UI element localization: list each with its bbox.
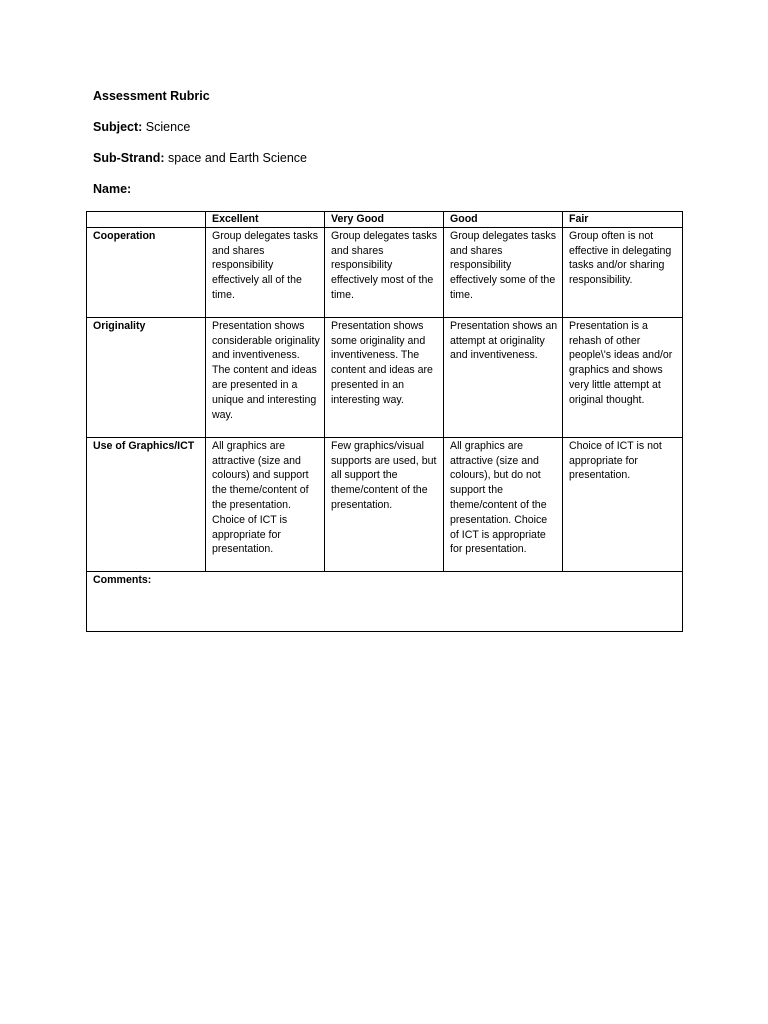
rubric-cell: All graphics are attractive (size and colours), but do not support the theme/content of the presentation. Choice of ICT is appropriate for presentation. <box>444 437 563 571</box>
rubric-row-graphics-ict <box>87 437 683 571</box>
rubric-cell: Presentation shows considerable originality and inventiveness. The content and ideas are presented in a unique and interesting way. <box>206 317 325 437</box>
rubric-cell: All graphics are attractive (size and colours) and support the theme/content of the presentation. Choice of ICT is appropriate for presentation. <box>206 437 325 571</box>
column-header-blank <box>87 212 206 228</box>
column-header-good: Good <box>444 212 563 228</box>
criterion-originality: Originality <box>87 317 206 437</box>
rubric-cell: Group delegates tasks and shares responsibility effectively some of the time. <box>444 227 563 317</box>
rubric-row-originality <box>87 317 683 437</box>
comments-cell[interactable]: Comments: <box>87 571 683 631</box>
rubric-row-cooperation <box>87 227 683 317</box>
document-title: Assessment Rubric <box>93 89 210 103</box>
rubric-cell: Group delegates tasks and shares responsibility effectively all of the time. <box>206 227 325 317</box>
substrand-label: Sub-Strand: <box>93 151 165 165</box>
column-header-fair: Fair <box>563 212 683 228</box>
rubric-row-comments <box>87 571 683 631</box>
criterion-cooperation: Cooperation <box>87 227 206 317</box>
rubric-cell: Presentation shows an attempt at originality and inventiveness. <box>444 317 563 437</box>
name-line <box>93 181 131 197</box>
rubric-cell: Group often is not effective in delegating tasks and/or sharing responsibility. <box>563 227 683 317</box>
rubric-table <box>86 211 683 632</box>
column-header-excellent: Excellent <box>206 212 325 228</box>
criterion-graphics-ict: Use of Graphics/ICT <box>87 437 206 571</box>
rubric-cell: Group delegates tasks and shares responsibility effectively most of the time. <box>325 227 444 317</box>
substrand-value: space and Earth Science <box>168 151 307 165</box>
subject-line <box>93 119 190 135</box>
column-header-very-good: Very Good <box>325 212 444 228</box>
rubric-cell: Presentation is a rehash of other people\'s ideas and/or graphics and shows very little attempt at original thought. <box>563 317 683 437</box>
rubric-header-row <box>87 212 683 228</box>
rubric-cell: Choice of ICT is not appropriate for presentation. <box>563 437 683 571</box>
subject-label: Subject: <box>93 120 143 134</box>
rubric-cell: Presentation shows some originality and inventiveness. The content and ideas are presented in an interesting way. <box>325 317 444 437</box>
substrand-line <box>93 150 307 166</box>
rubric-cell: Few graphics/visual supports are used, but all support the theme/content of the presentation. <box>325 437 444 571</box>
subject-value: Science <box>145 120 191 134</box>
name-label: Name: <box>93 182 132 196</box>
